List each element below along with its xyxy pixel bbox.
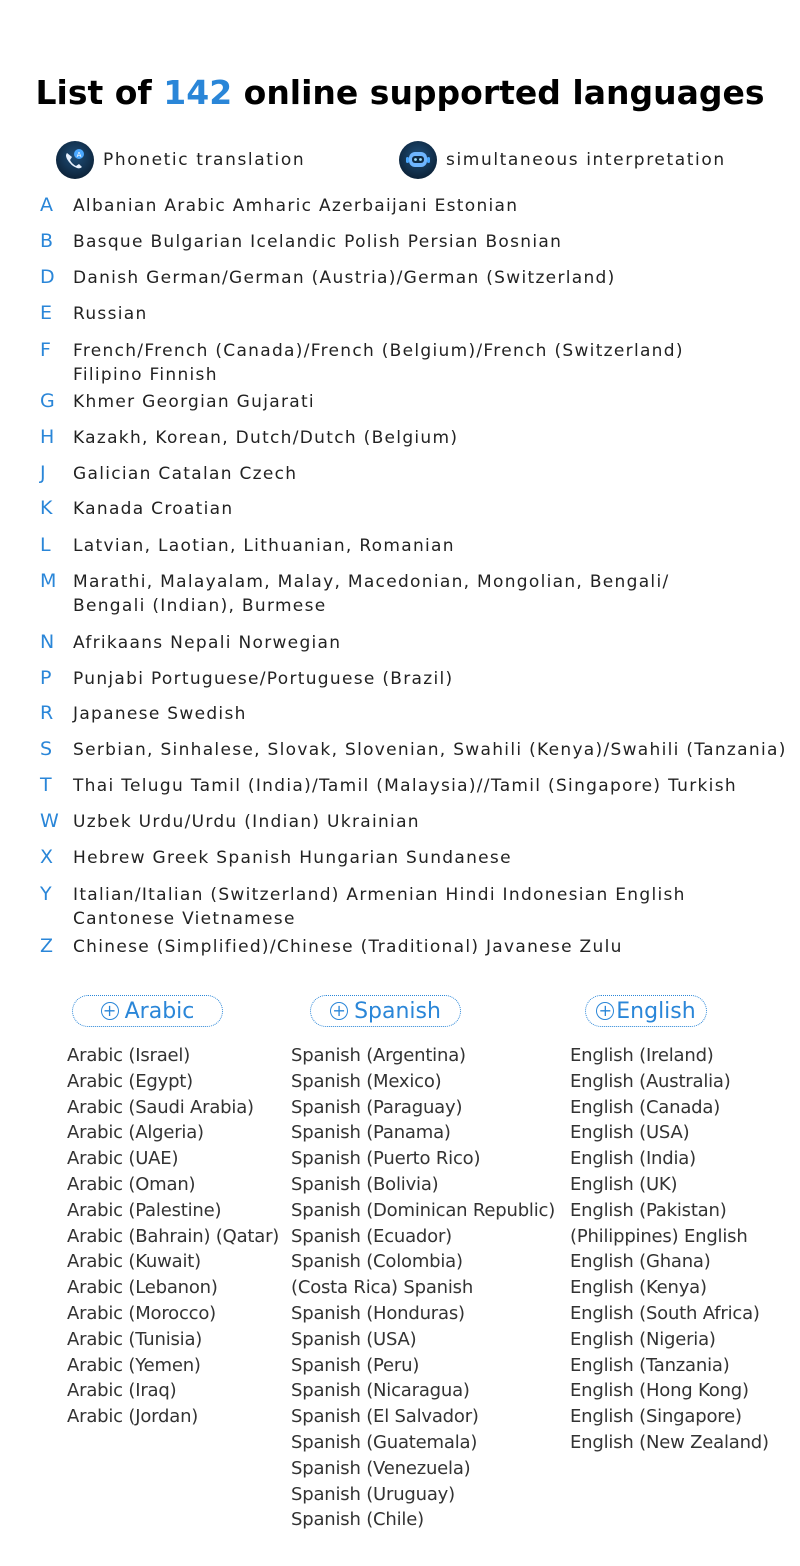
language-variant: English (South Africa)	[570, 1302, 760, 1324]
language-variant: Spanish (Guatemala)	[291, 1431, 478, 1453]
alphabet-languages: French/French (Canada)/French (Belgium)/French (Switzerland) Filipino Finnish	[73, 341, 684, 385]
alphabet-letter: S	[40, 738, 53, 760]
language-variant: Spanish (Dominican Republic)	[291, 1199, 556, 1221]
language-variant: Arabic (Tunisia)	[67, 1328, 203, 1350]
alphabet-languages: Khmer Georgian Gujarati	[73, 392, 315, 412]
group-header-spanish[interactable]	[310, 995, 461, 1027]
language-variant: Spanish (El Salvador)	[291, 1406, 479, 1428]
language-variant: Spanish (USA)	[291, 1328, 417, 1350]
language-variant: (Costa Rica) Spanish	[291, 1277, 474, 1299]
alphabet-languages: Uzbek Urdu/Urdu (Indian) Ukrainian	[73, 812, 420, 832]
plus-circle-icon: +	[330, 1002, 348, 1020]
alphabet-letter: M	[40, 570, 57, 592]
group-label: Arabic	[124, 998, 195, 1024]
alphabet-languages: Kanada Croatian	[73, 499, 234, 519]
alphabet-languages: Hebrew Greek Spanish Hungarian Sundanese	[73, 848, 512, 868]
language-variant: English (Australia)	[570, 1070, 731, 1092]
legend-phonetic-translation	[55, 140, 305, 180]
alphabet-letter: R	[40, 702, 54, 724]
robot-interpreter-icon	[398, 140, 438, 180]
language-variant: English (New Zealand)	[570, 1431, 769, 1453]
alphabet-languages: Thai Telugu Tamil (India)/Tamil (Malaysia)//Tamil (Singapore) Turkish	[73, 776, 737, 796]
language-variant: Arabic (Jordan)	[67, 1406, 199, 1428]
alphabet-letter: E	[40, 302, 53, 324]
language-variant: Spanish (Puerto Rico)	[291, 1148, 481, 1170]
alphabet-letter: T	[40, 774, 52, 796]
language-count: 142	[163, 73, 233, 112]
language-variant: Spanish (Bolivia)	[291, 1173, 439, 1195]
alphabet-languages: Chinese (Simplified)/Chinese (Traditional) Javanese Zulu	[73, 937, 623, 957]
language-variant: English (UK)	[570, 1173, 678, 1195]
alphabet-languages: Punjabi Portuguese/Portuguese (Brazil)	[73, 669, 454, 689]
alphabet-letter: A	[40, 194, 53, 216]
alphabet-letter: K	[40, 497, 53, 519]
group-header-english[interactable]	[585, 995, 707, 1027]
group-label: Spanish	[354, 998, 441, 1024]
spanish-variants-list	[291, 1043, 555, 1533]
language-variant: Spanish (Panama)	[291, 1122, 451, 1144]
alphabet-languages: Galician Catalan Czech	[73, 464, 298, 484]
alphabet-languages: Japanese Swedish	[73, 704, 247, 724]
group-label: English	[616, 998, 696, 1024]
language-variant: Arabic (Kuwait)	[67, 1251, 201, 1273]
language-variant: Arabic (Lebanon)	[67, 1277, 218, 1299]
arabic-variants-list	[67, 1043, 279, 1430]
alphabet-languages: Afrikaans Nepali Norwegian	[73, 633, 342, 653]
language-variant: Arabic (Iraq)	[67, 1380, 177, 1402]
language-variant: Spanish (Paraguay)	[291, 1096, 463, 1118]
alphabet-languages: Albanian Arabic Amharic Azerbaijani Estonian	[73, 196, 519, 216]
alphabet-letter: J	[40, 462, 46, 484]
language-variant: English (USA)	[570, 1122, 690, 1144]
alphabet-languages: Danish German/German (Austria)/German (Switzerland)	[73, 268, 616, 288]
language-variant: English (Kenya)	[570, 1277, 707, 1299]
alphabet-letter: X	[40, 846, 54, 868]
language-variant: Spanish (Chile)	[291, 1509, 424, 1531]
alphabet-languages: Latvian, Laotian, Lithuanian, Romanian	[73, 536, 455, 556]
alphabet-letter: Z	[40, 935, 54, 957]
alphabet-letter: W	[40, 810, 59, 832]
phone-translate-icon	[55, 140, 95, 180]
legend-label: simultaneous interpretation	[446, 150, 726, 170]
alphabet-languages: Basque Bulgarian Icelandic Polish Persian Bosnian	[73, 232, 563, 252]
language-variant: Arabic (Oman)	[67, 1173, 196, 1195]
language-variant: Arabic (Yemen)	[67, 1354, 201, 1376]
alphabet-languages: Italian/Italian (Switzerland) Armenian Hindi Indonesian English Cantonese Vietnamese	[73, 885, 686, 929]
alphabet-languages: Marathi, Malayalam, Malay, Macedonian, Mongolian, Bengali/ Bengali (Indian), Burmese	[73, 572, 670, 616]
alphabet-letter: D	[40, 266, 55, 288]
language-variant: Arabic (Egypt)	[67, 1070, 193, 1092]
language-variant: English (Pakistan)	[570, 1199, 727, 1221]
title-suffix: online supported languages	[232, 73, 765, 112]
language-variant: English (Hong Kong)	[570, 1380, 749, 1402]
language-variant: Spanish (Uruguay)	[291, 1483, 455, 1505]
language-variant: Arabic (Palestine)	[67, 1199, 222, 1221]
language-variant: Spanish (Honduras)	[291, 1302, 465, 1324]
plus-circle-icon: +	[101, 1002, 119, 1020]
language-variant: Arabic (UAE)	[67, 1148, 179, 1170]
legend-simultaneous-interpretation	[398, 140, 726, 180]
language-variant: (Philippines) English	[570, 1225, 748, 1247]
language-variant: Spanish (Mexico)	[291, 1070, 442, 1092]
alphabet-letter: F	[40, 339, 51, 361]
language-variant: Spanish (Peru)	[291, 1354, 420, 1376]
alphabet-languages: Serbian, Sinhalese, Slovak, Slovenian, Swahili (Kenya)/Swahili (Tanzania)	[73, 740, 787, 760]
language-variant: English (Tanzania)	[570, 1354, 730, 1376]
alphabet-letter: G	[40, 390, 55, 412]
language-variant: Arabic (Saudi Arabia)	[67, 1096, 254, 1118]
language-variant: English (Singapore)	[570, 1406, 742, 1428]
language-variant: English (Ghana)	[570, 1251, 711, 1273]
alphabet-letter: N	[40, 631, 55, 653]
language-variant: Arabic (Algeria)	[67, 1122, 204, 1144]
legend-label: Phonetic translation	[103, 150, 306, 170]
alphabet-languages: Russian	[73, 304, 148, 324]
language-variant: English (Canada)	[570, 1096, 721, 1118]
alphabet-letter: P	[40, 667, 52, 689]
title-prefix: List of	[35, 73, 164, 112]
english-variants-list	[570, 1043, 769, 1456]
svg-text:A: A	[76, 151, 82, 159]
alphabet-letter: L	[40, 534, 51, 556]
alphabet-letter: B	[40, 230, 54, 252]
language-variant: Arabic (Israel)	[67, 1045, 191, 1066]
plus-circle-icon: +	[596, 1002, 614, 1020]
language-variant: Spanish (Colombia)	[291, 1251, 463, 1273]
language-variant: Spanish (Nicaragua)	[291, 1380, 470, 1402]
language-variant: Arabic (Morocco)	[67, 1302, 217, 1324]
alphabet-letter: H	[40, 426, 55, 448]
alphabet-languages: Kazakh, Korean, Dutch/Dutch (Belgium)	[73, 428, 459, 448]
language-variant: English (Nigeria)	[570, 1328, 716, 1350]
language-variant: Spanish (Venezuela)	[291, 1457, 471, 1479]
language-variant: English (India)	[570, 1148, 696, 1170]
page-title	[0, 73, 800, 112]
language-variant: Spanish (Ecuador)	[291, 1225, 452, 1247]
language-variant: Arabic (Bahrain) (Qatar)	[67, 1225, 280, 1247]
language-variant: English (Ireland)	[570, 1045, 714, 1066]
language-variant: Spanish (Argentina)	[291, 1045, 466, 1066]
group-header-arabic[interactable]	[72, 995, 223, 1027]
alphabet-letter: Y	[40, 883, 52, 905]
